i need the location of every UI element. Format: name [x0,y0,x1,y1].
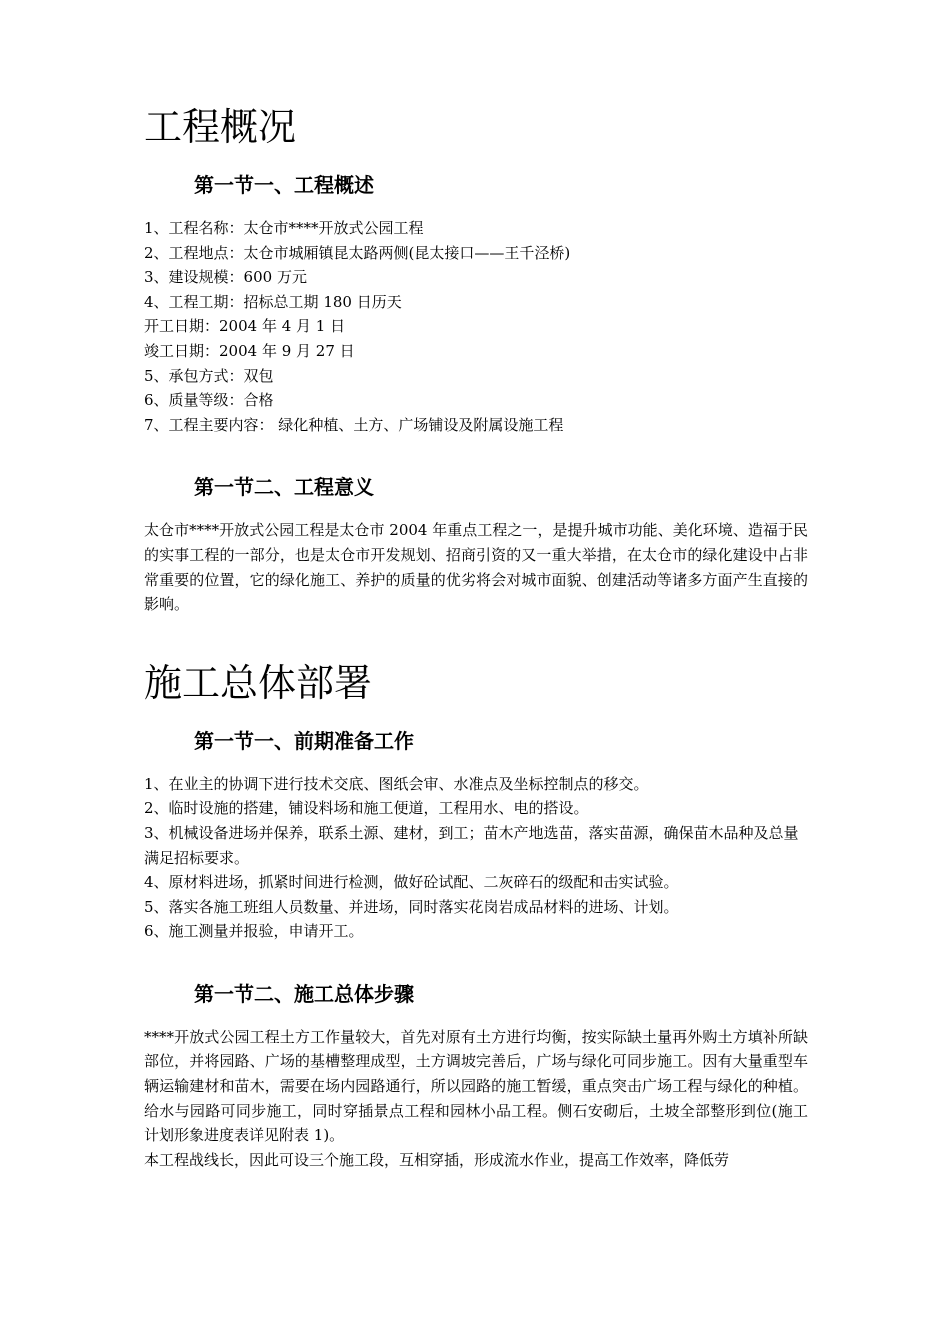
list-item: 5、落实各施工班组人员数量、并进场，同时落实花岗岩成品材料的进场、计划。 [144,897,679,916]
list-item: 6、施工测量并报验，申请开工。 [144,922,364,941]
paragraph: 太仓市****开放式公园工程是太仓市 2004 年重点工程之一，是提升城市功能、美化环境、造福于民的实事工程的一部分，也是太仓市开发规划、招商引资的又一重大举措，在太仓市的绿化建设中占非常重要的位置，它的绿化施工、养护的质量的优劣将会对城市面貌、创建活动等诸多方面产生直接的影响。 [144,521,808,614]
list-item: 1、工程名称：太仓市****开放式公园工程 [144,219,424,237]
list-item: 7、工程主要内容： 绿化种植、土方、广场铺设及附属设施工程 [144,415,564,434]
paragraph: 本工程战线长，因此可设三个施工段，互相穿插，形成流水作业，提高工作效率，降低劳 [144,1150,730,1169]
list-item: 4、原材料进场，抓紧时间进行检测，做好砼试配、二灰碎石的级配和击实试验。 [144,873,679,892]
list-item: 1、在业主的协调下进行技术交底、图纸会审、水准点及坐标控制点的移交。 [144,774,649,793]
project-summary-list [144,216,808,437]
section-heading-preparation: 第一节一、前期准备工作 [194,728,414,753]
list-item: 开工日期：2004 年 4 月 1 日 [144,317,346,336]
chapter-title-deployment: 施工总体部署 [144,660,373,705]
list-item: 6、质量等级：合格 [144,391,274,410]
list-item: 4、工程工期：招标总工期 180 日历天 [144,292,402,311]
list-item: 5、承包方式：双包 [144,366,274,385]
section-heading-project-summary: 第一节一、工程概述 [194,173,374,197]
document-content [144,100,808,1172]
paragraph: ****开放式公园工程土方工作量较大，首先对原有土方进行均衡，按实际缺土量再外购土方填补所缺部位，并将园路、广场的基槽整理成型，土方调坡完善后，广场与绿化可同步施工。因有大量重型车辆运输建材和苗木，需要在场内园路通行，所以园路的施工暂缓，重点突击广场工程与绿化的种植。给水与园路可同步施工，同时穿插景点工程和园林小品工程。侧石安砌后，土坡全部整形到位(施工计划形象进度表详见附表 1)。 [144,1027,808,1145]
section-heading-construction-steps: 第一节二、施工总体步骤 [194,981,414,1006]
chapter-title-overview: 工程概况 [144,105,297,149]
list-item: 3、建设规模：600 万元 [144,268,307,287]
list-item: 3、机械设备进场并保养，联系土源、建材，到工；苗木产地选苗，落实苗源，确保苗木品种及总量满足招标要求。 [144,823,799,867]
preparation-list [144,772,808,944]
list-item: 竣工日期：2004 年 9 月 27 日 [144,341,355,360]
section-heading-project-significance: 第一节二、工程意义 [194,475,374,500]
list-item: 2、工程地点：太仓市城厢镇昆太路两侧(昆太接口——王千泾桥) [144,243,571,262]
list-item: 2、临时设施的搭建，铺设料场和施工便道，工程用水、电的搭设。 [144,799,589,818]
